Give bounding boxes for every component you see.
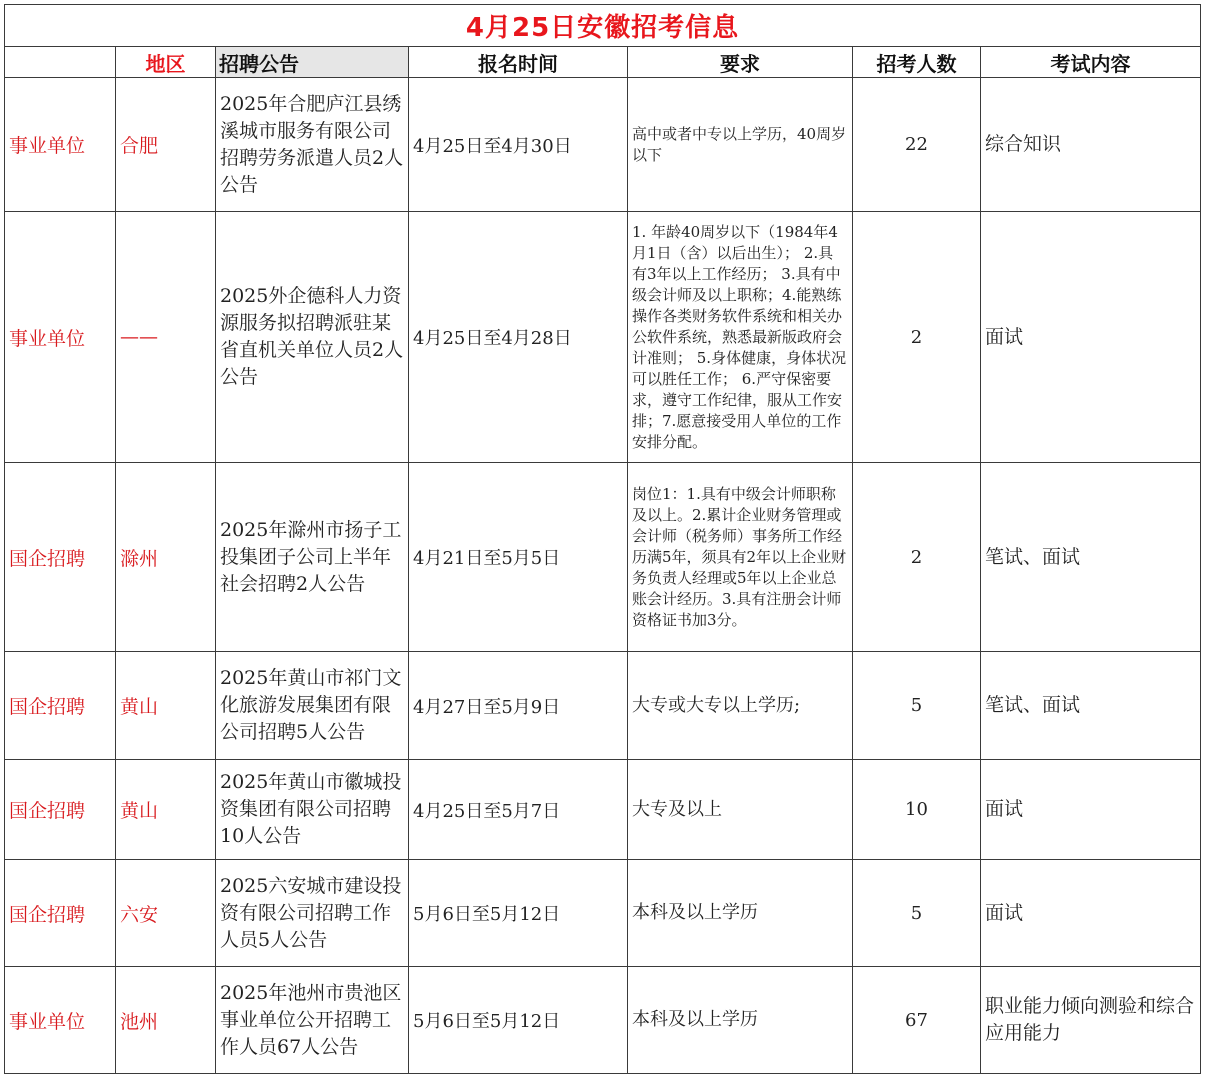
row-requirement: 本科及以上学历	[628, 967, 853, 1074]
row-exam: 面试	[981, 760, 1201, 860]
row-type: 事业单位	[5, 78, 116, 212]
row-region: 六安	[116, 860, 216, 967]
header-exam: 考试内容	[981, 47, 1201, 78]
row-count: 22	[853, 78, 981, 212]
row-notice: 2025年池州市贵池区事业单位公开招聘工作人员67人公告	[216, 967, 409, 1074]
row-time: 5月6日至5月12日	[409, 967, 628, 1074]
row-region: 合肥	[116, 78, 216, 212]
sheet-title: 4月25日安徽招考信息	[5, 5, 1201, 47]
row-count: 10	[853, 760, 981, 860]
row-notice: 2025年黄山市徽城投资集团有限公司招聘10人公告	[216, 760, 409, 860]
title-row	[5, 5, 1201, 47]
row-requirement: 岗位1：1.具有中级会计师职称及以上。2.累计企业财务管理或会计师（税务师）事务所工作经历满5年，须具有2年以上企业财务负责人经理或5年以上企业总账会计经历。3.具有注册会计师资格证书加3分。	[628, 463, 853, 652]
row-time: 4月25日至5月7日	[409, 760, 628, 860]
table-row	[5, 760, 1201, 860]
row-requirement: 大专及以上	[628, 760, 853, 860]
row-notice: 2025年合肥庐江县绣溪城市服务有限公司招聘劳务派遣人员2人公告	[216, 78, 409, 212]
row-count: 5	[853, 860, 981, 967]
row-type: 国企招聘	[5, 760, 116, 860]
row-time: 4月27日至5月9日	[409, 652, 628, 760]
row-exam: 面试	[981, 860, 1201, 967]
row-exam: 面试	[981, 212, 1201, 463]
header-type	[5, 47, 116, 78]
row-region: 黄山	[116, 652, 216, 760]
row-time: 5月6日至5月12日	[409, 860, 628, 967]
row-notice: 2025六安城市建设投资有限公司招聘工作人员5人公告	[216, 860, 409, 967]
row-time: 4月25日至4月28日	[409, 212, 628, 463]
row-notice: 2025外企德科人力资源服务拟招聘派驻某省直机关单位人员2人公告	[216, 212, 409, 463]
row-time: 4月25日至4月30日	[409, 78, 628, 212]
row-count: 67	[853, 967, 981, 1074]
row-time: 4月21日至5月5日	[409, 463, 628, 652]
row-requirement: 大专或大专以上学历;	[628, 652, 853, 760]
row-region: 池州	[116, 967, 216, 1074]
table-row	[5, 78, 1201, 212]
row-exam: 综合知识	[981, 78, 1201, 212]
row-requirement: 高中或者中专以上学历，40周岁以下	[628, 78, 853, 212]
header-row	[5, 47, 1201, 78]
table-row	[5, 967, 1201, 1074]
row-requirement: 本科及以上学历	[628, 860, 853, 967]
row-exam: 职业能力倾向测验和综合应用能力	[981, 967, 1201, 1074]
row-region: 滁州	[116, 463, 216, 652]
header-count: 招考人数	[853, 47, 981, 78]
header-region: 地区	[116, 47, 216, 78]
row-type: 国企招聘	[5, 652, 116, 760]
row-count: 2	[853, 212, 981, 463]
table-row	[5, 212, 1201, 463]
row-region: 黄山	[116, 760, 216, 860]
recruitment-table	[4, 4, 1201, 1074]
row-type: 事业单位	[5, 967, 116, 1074]
row-count: 5	[853, 652, 981, 760]
table-row	[5, 860, 1201, 967]
row-type: 事业单位	[5, 212, 116, 463]
row-requirement: 1. 年龄40周岁以下（1984年4月1日（含）以后出生）； 2.具有3年以上工作经历； 3.具有中级会计师及以上职称；4.能熟练操作各类财务软件系统和相关办公软件系统，熟悉最新版政府会计准则； 5.身体健康，身体状况可以胜任工作； 6.严守保密要求，遵守工作纪律，服从工作安排；7.愿意接受用人单位的工作安排分配。	[628, 212, 853, 463]
row-exam: 笔试、面试	[981, 463, 1201, 652]
row-type: 国企招聘	[5, 463, 116, 652]
row-notice: 2025年滁州市扬子工投集团子公司上半年社会招聘2人公告	[216, 463, 409, 652]
header-requirement: 要求	[628, 47, 853, 78]
table-row	[5, 463, 1201, 652]
header-time: 报名时间	[409, 47, 628, 78]
row-exam: 笔试、面试	[981, 652, 1201, 760]
row-notice: 2025年黄山市祁门文化旅游发展集团有限公司招聘5人公告	[216, 652, 409, 760]
row-count: 2	[853, 463, 981, 652]
header-notice: 招聘公告	[216, 47, 409, 78]
row-type: 国企招聘	[5, 860, 116, 967]
row-region: ——	[116, 212, 216, 463]
table-row	[5, 652, 1201, 760]
